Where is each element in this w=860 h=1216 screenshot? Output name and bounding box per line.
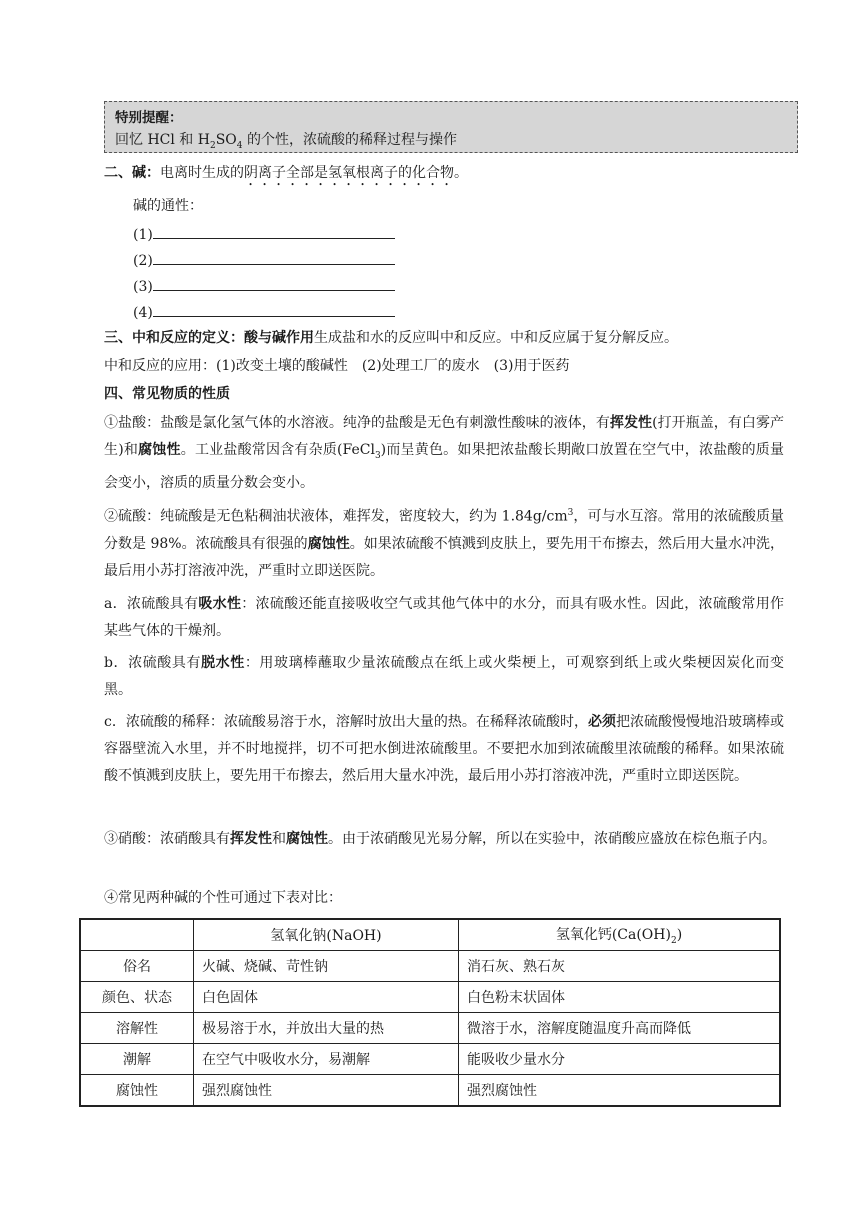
blank-line-3: [133, 274, 813, 299]
base-definition: [104, 161, 784, 189]
header-text: ): [676, 927, 683, 944]
reminder-text: [115, 129, 787, 157]
subscript: 2: [209, 140, 216, 151]
table-cell: 消石灰、熟石灰: [459, 951, 781, 982]
bold-text: 挥发性: [230, 831, 272, 847]
bold-text: 脱水性: [201, 655, 245, 671]
table-cell: 白色固体: [194, 982, 459, 1013]
table-header-row: [80, 919, 780, 951]
table-row: [80, 1044, 780, 1075]
table-row: [80, 982, 780, 1013]
fill-blank: [153, 248, 395, 265]
text: 。: [454, 165, 468, 181]
section-heading: 三、中和反应的定义：: [104, 330, 244, 346]
reminder-text-part: SO: [215, 132, 237, 148]
table-row: [80, 1013, 780, 1044]
compare-intro: ④常见两种碱的个性可通过下表对比：: [104, 890, 342, 906]
subscript: 2: [670, 935, 677, 946]
table-header-cell: [80, 919, 194, 951]
item-number: (3): [133, 279, 153, 295]
subscript: 3: [374, 450, 381, 461]
text: 生成盐和水的反应叫中和反应。中和反应属于复分解反应。: [314, 330, 678, 346]
row-label: 颜色、状态: [80, 982, 194, 1013]
item-number: (1): [133, 227, 153, 243]
row-label: 腐蚀性: [80, 1075, 194, 1107]
text: ③硝酸：浓硝酸具有: [104, 831, 230, 847]
text: ②硫酸：纯硫酸是无色粘稠油状液体，难挥发，密度较大，约为 1.84g/cm: [104, 508, 568, 525]
bold-text: 腐蚀性: [307, 535, 350, 552]
row-label: 俗名: [80, 951, 194, 982]
hcl-paragraph: [104, 410, 784, 497]
fill-blank: [153, 222, 395, 239]
table-row: [80, 1075, 780, 1107]
section-heading: 二、碱：: [104, 165, 160, 181]
header-text: 氢氧化钙(Ca(OH): [555, 927, 671, 944]
subscript: 4: [236, 140, 243, 151]
dehydration-paragraph: [104, 650, 784, 704]
text: 。由于浓硝酸见光易分解，所以在实验中，浓硝酸应盛放在棕色瓶子内。: [328, 831, 776, 847]
blank-line-2: [133, 248, 813, 273]
table-header-cell: [459, 919, 781, 951]
text: 电离时生成的: [160, 165, 244, 181]
text: ①盐酸：盐酸是氯化氢气体的水溶液。纯净的盐酸是无色有刺激性酸味的液体，有: [104, 415, 610, 431]
reminder-text-part: 回忆 HCl 和 H: [115, 132, 210, 148]
item-number: (4): [133, 305, 153, 321]
blank-line-4: [133, 300, 813, 325]
neutralization-application: 中和反应的应用：(1)改变土壤的酸碱性 (2)处理工厂的废水 (3)用于医药: [104, 358, 570, 374]
table-cell: 能吸收少量水分: [459, 1044, 781, 1075]
text: b．浓硫酸具有: [104, 655, 202, 671]
reminder-text-part: 的个性，浓硫酸的稀释过程与操作: [242, 132, 457, 148]
table-header-cell: 氢氧化钠(NaOH): [194, 919, 459, 951]
text: c．浓硫酸的稀释：浓硫酸易溶于水，溶解时放出大量的热。在稀释浓硫酸时，: [104, 714, 588, 730]
dilution-paragraph: [104, 709, 784, 790]
bold-text: 必须: [587, 714, 616, 730]
h2so4-paragraph: [104, 500, 784, 585]
text: ，可与水互溶。常用的浓硫酸质量分数是 98%。浓硫酸具有很强的: [104, 508, 785, 552]
text: 把浓硫酸慢慢地沿玻璃棒或容器壁流入水里，并不时地搅拌，切不可把水倒进浓硫酸里。不要把水加到浓硫酸里浓硫酸的稀释。如果浓硫酸不慎溅到皮肤上，要先用干布擦去，然后用大量水冲洗，最后用小苏打溶液冲洗，严重时立即送医院。: [104, 714, 785, 784]
text: a．浓硫酸具有: [104, 596, 199, 612]
text: )而呈黄色。如果把浓盐酸长期敞口放置在空气中，浓盐酸的质量会变小，溶质的质量分数会变小。: [104, 442, 785, 491]
emphasized-text: 阴离子全部是氢氧根离子的化合物: [244, 165, 454, 181]
bold-text: 腐蚀性: [286, 831, 328, 847]
text: 。工业盐酸常因含有杂质(FeCl: [180, 442, 375, 458]
table-cell: 微溶于水，溶解度随温度升高而降低: [459, 1013, 781, 1044]
table-row: [80, 951, 780, 982]
text: (打开瓶盖，有白雾产生)和: [104, 415, 785, 458]
table-cell: 强烈腐蚀性: [459, 1075, 781, 1107]
table-cell: 火碱、烧碱、苛性钠: [194, 951, 459, 982]
table-cell: 极易溶于水，并放出大量的热: [194, 1013, 459, 1044]
text: 和: [272, 831, 286, 847]
table-cell: 白色粉末状固体: [459, 982, 781, 1013]
text: ：浓硫酸还能直接吸收空气或其他气体中的水分，而具有吸水性。因此，浓硫酸常用作某些气体的干燥剂。: [104, 596, 785, 639]
superscript: 3: [567, 508, 574, 518]
blank-line-1: [133, 222, 813, 247]
row-label: 溶解性: [80, 1013, 194, 1044]
reminder-title: 特别提醒：: [115, 110, 183, 126]
text: ：用玻璃棒蘸取少量浓硫酸点在纸上或火柴梗上，可观察到纸上或火柴梗因炭化而变黑。: [104, 655, 784, 698]
base-comparison-table: [79, 918, 781, 1107]
absorbency-paragraph: [104, 591, 784, 645]
base-general-label: 碱的通性：: [133, 198, 203, 214]
fill-blank: [153, 300, 395, 317]
neutralization-definition: [104, 326, 784, 350]
bold-text: 腐蚀性: [138, 442, 181, 458]
text: 。如果浓硫酸不慎溅到皮肤上，要先用干布擦去，然后用大量水冲洗，最后用小苏打溶液冲洗，严重时立即送医院。: [104, 535, 785, 579]
hno3-paragraph: [104, 826, 784, 853]
item-number: (2): [133, 253, 153, 269]
bold-text: 吸水性: [198, 596, 242, 612]
table-cell: 强烈腐蚀性: [194, 1075, 459, 1107]
row-label: 潮解: [80, 1044, 194, 1075]
bold-text: 酸与碱作用: [244, 330, 314, 346]
fill-blank: [153, 274, 395, 291]
special-reminder-box: [104, 101, 798, 153]
section-heading-properties: 四、常见物质的性质: [104, 386, 230, 402]
table-cell: 在空气中吸收水分，易潮解: [194, 1044, 459, 1075]
bold-text: 挥发性: [609, 415, 653, 431]
